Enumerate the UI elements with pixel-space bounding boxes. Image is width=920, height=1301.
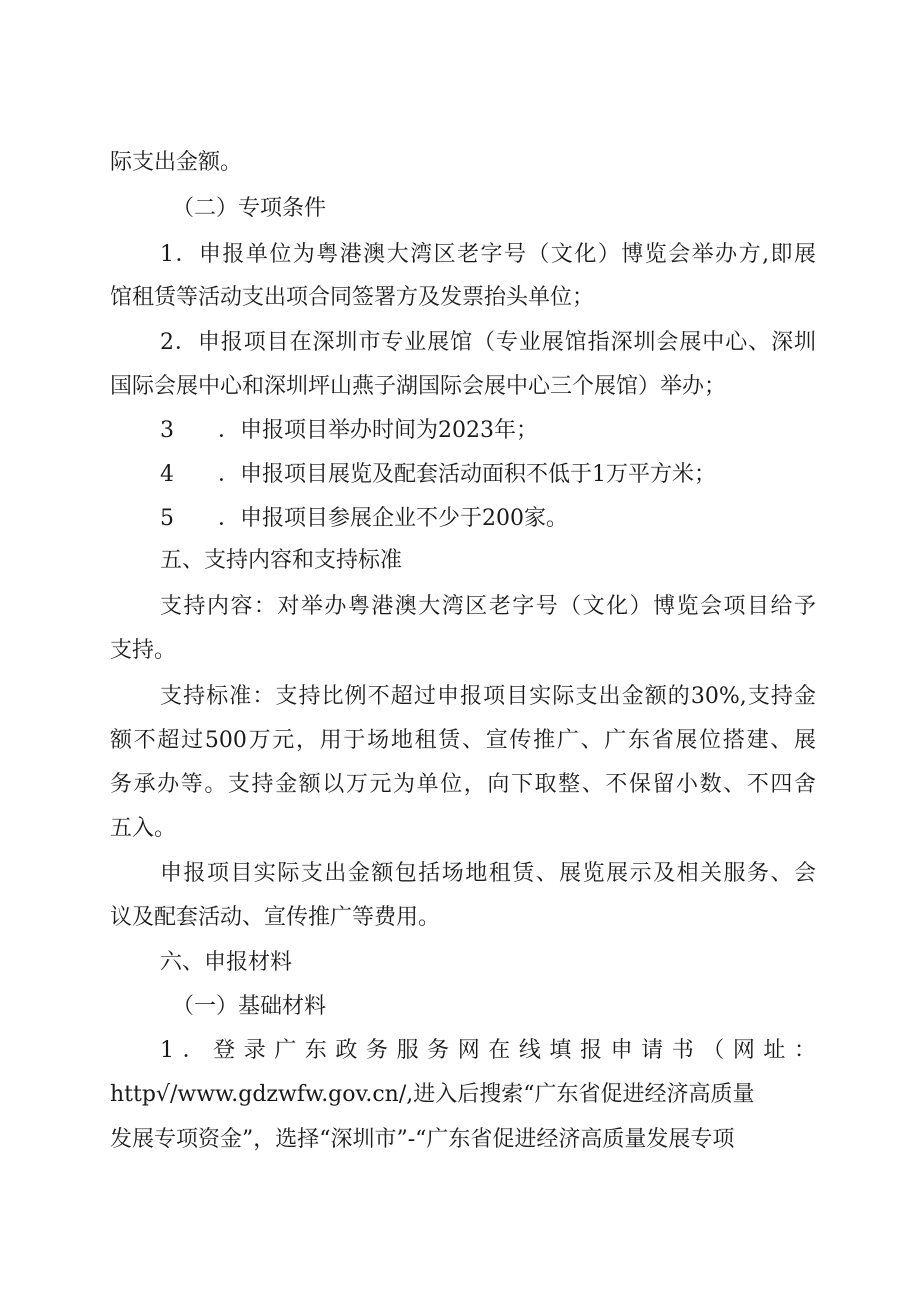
list-item-number: 4 (160, 462, 174, 487)
section-heading: （二）专项条件 (172, 196, 327, 221)
paragraph-line: 国际会展中心和深圳坪山燕子湖国际会展中心三个展馆）举办； (110, 374, 727, 399)
list-item-number: 5 (160, 506, 174, 531)
paragraph-line: http√/www.gdzwfw.gov.cn/,进入后搜索“广东省促进经济高质量 (110, 1082, 755, 1107)
list-item (160, 408, 816, 454)
paragraph-line: 支持。 (110, 638, 177, 663)
paragraph-line: 支持内容：对举办粤港澳大湾区老字号（文化）博览会项目给予 (160, 594, 816, 619)
section-heading: 五、支持内容和支持标准 (160, 548, 403, 573)
paragraph-line: 2．申报项目在深圳市专业展馆（专业展馆指深圳会展中心、深圳 (160, 330, 816, 355)
paragraph-line: 支持标准：支持比例不超过申报项目实际支出金额的30%,支持金 (160, 684, 816, 709)
list-item-text: ．申报项目举办时间为2023年； (218, 418, 538, 443)
paragraph-line: 申报项目实际支出金额包括场地租赁、展览展示及相关服务、会 (160, 861, 816, 886)
list-item (160, 496, 816, 542)
section-heading: （一）基础材料 (172, 994, 327, 1019)
paragraph-line: 议及配套活动、宣传推广等费用。 (110, 905, 441, 930)
paragraph-line: 五入。 (110, 816, 177, 841)
list-item-text: ．申报项目参展企业不少于200家。 (218, 506, 568, 531)
list-item-number: 3 (160, 418, 174, 443)
paragraph-line: 务承办等。支持金额以万元为单位，向下取整、不保留小数、不四舍 (110, 772, 816, 797)
list-item (160, 452, 816, 498)
paragraph-line: 发展专项资金”，选择“深圳市”-“广东省促进经济高质量发展专项 (110, 1127, 735, 1152)
paragraph-line: 馆租赁等活动支出项合同签署方及发票抬头单位； (110, 285, 595, 310)
paragraph-line: 1．申报单位为粤港澳大湾区老字号（文化）博览会举办方,即展 (160, 242, 816, 267)
paragraph-line: 际支出金额。 (110, 150, 243, 175)
list-item-text: ．申报项目展览及配套活动面积不低于1万平方米； (218, 462, 716, 487)
section-heading: 六、申报材料 (160, 950, 293, 975)
paragraph-line: 额不超过500万元，用于场地租赁、宣传推广、广东省展位搭建、展 (110, 728, 816, 753)
paragraph-line: 1．登录广东政务服务网在线填报申请书（网址： (160, 1038, 816, 1063)
